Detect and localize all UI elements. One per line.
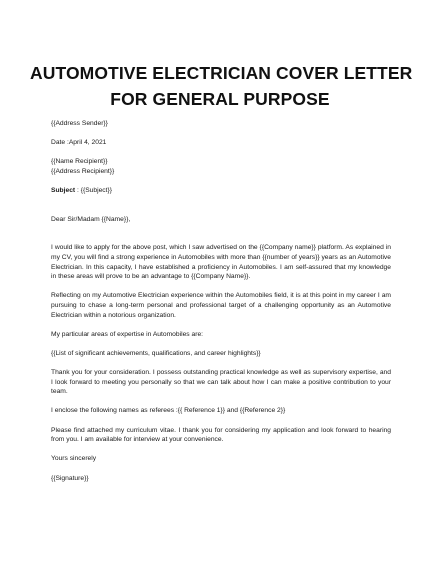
paragraph-expertise-intro: My particular areas of expertise in Automobiles are: <box>51 330 204 338</box>
paragraph-intro: I would like to apply for the above post, which I saw advertised on the {{Company name}} platform. As explained in my CV, you will find a strong experience in Automobiles with more than {{number of years}} years as an Automotive Electrician. In this capacity, I have established a proficiency in Automobiles. I am self-assured that my knowledge in these areas will prove to be an advantage to {{Company Name}}. <box>51 244 391 281</box>
subject-label: Subject <box>51 187 76 195</box>
paragraph-referees: I enclose the following names as referees :{{ Reference 1}} and {{Reference 2}} <box>51 407 286 415</box>
address-recipient: {{Address Recipient}} <box>51 167 115 175</box>
document-title <box>30 60 413 112</box>
salutation: Dear Sir/Madam {{Name}}, <box>51 215 131 223</box>
paragraph-attachment: Please find attached my curriculum vitae. I thank you for considering my application and look forward to hearing from you. I am available for interview at your convenience. <box>51 426 391 444</box>
address-sender: {{Address Sender}} <box>51 120 108 127</box>
subject-value: : {{Subject}} <box>75 187 112 195</box>
signature: {{Signature}} <box>51 474 89 482</box>
title-line-2: FOR GENERAL PURPOSE <box>110 89 330 109</box>
paragraph-experience: Reflecting on my Automotive Electrician experience within the Automobiles field, it is at this point in my career I am pursuing to chase a long-term personal and professional target of a challenging opportunity as an Automotive Electrician within a notorious organization. <box>51 292 391 319</box>
paragraph-thanks: Thank you for your consideration. I possess outstanding practical knowledge as well as supervisory expertise, and I look forward to meeting you personally so that we can talk about how I can make a positive contribution to your team. <box>51 369 391 396</box>
letter-body <box>51 119 391 483</box>
subject-line <box>51 186 391 196</box>
letter-date: Date :April 4, 2021 <box>51 139 107 147</box>
closing: Yours sincerely <box>51 455 97 463</box>
paragraph-achievements: {{List of significant achievements, qualifications, and career highlights}} <box>51 349 261 357</box>
name-recipient: {{Name Recipient}} <box>51 158 108 166</box>
title-line-1: AUTOMOTIVE ELECTRICIAN COVER LETTER <box>30 63 413 83</box>
